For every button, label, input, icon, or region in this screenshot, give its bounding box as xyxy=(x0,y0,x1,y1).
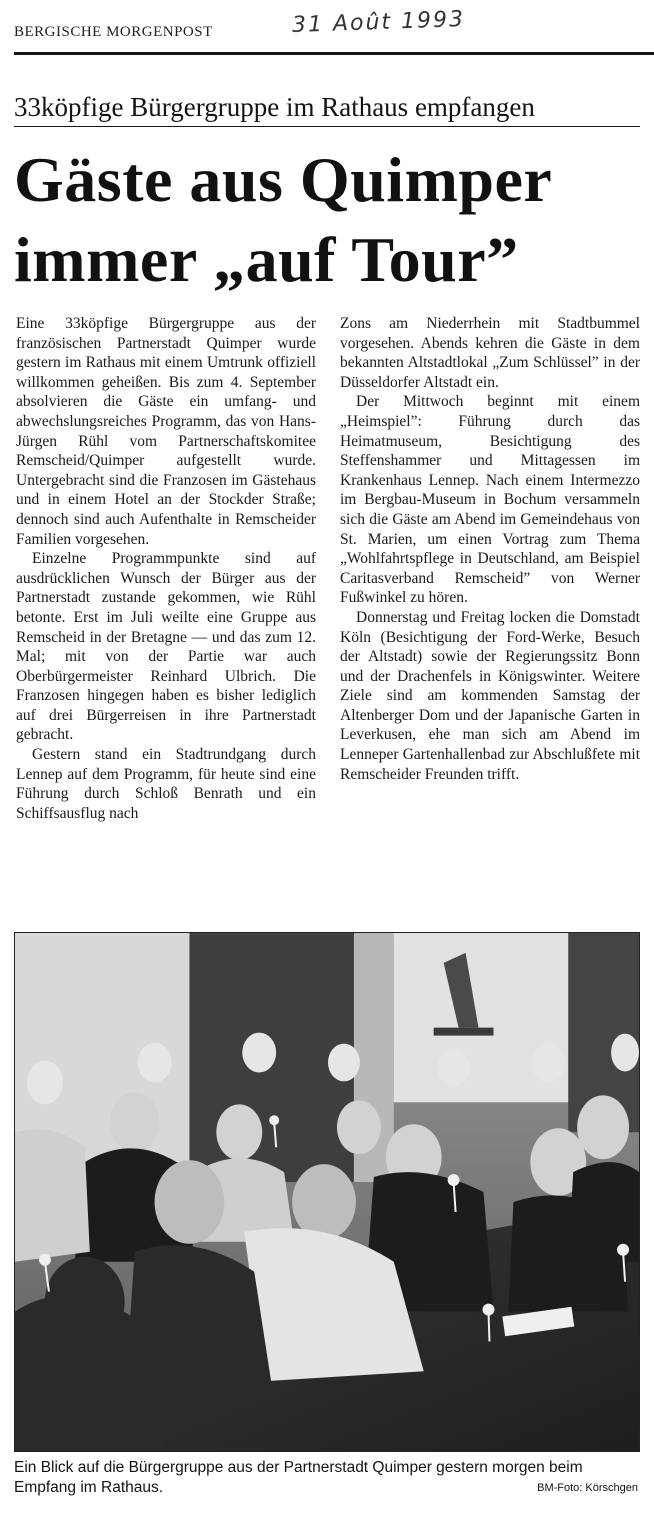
paragraph: Einzelne Programmpunkte sind auf ausdrücklichen Wunsch der Bürger aus der Partnerstadt zustande gekommen, wie Rühl betonte. Erst im Juli weilte eine Gruppe aus Remscheid in der Bretagne — und das zum 12. Mal; mit von der Partie war auch Oberbürgermeister Reinhard Ulbrich. Die Franzosen hingegen haben es bisher lediglich auf drei Bürgerreisen in ihre Partnerstadt gebracht. xyxy=(16,550,316,744)
handwritten-date: 31 Août 1993 xyxy=(291,6,466,39)
article-column-left xyxy=(16,314,316,823)
headline-line-1: Gäste aus Quimper xyxy=(14,144,553,215)
photo-credit: BM-Foto: Körschgen xyxy=(537,1482,638,1494)
article-kicker: 33köpfige Bürgergruppe im Rathaus empfangen xyxy=(14,92,535,122)
paragraph: Gestern stand ein Stadtrundgang durch Lennep auf dem Programm, für heute sind eine Führung durch Schloß Benrath und ein Schiffsausflug nach xyxy=(16,746,316,822)
kicker-rule xyxy=(14,126,640,127)
paragraph: Zons am Niederrhein mit Stadtbummel vorgesehen. Abends kehren die Gäste in dem bekannten Altstadtlokal „Zum Schlüssel” in der Düsseldorfer Altstadt ein. xyxy=(340,315,640,391)
headline-line-2: immer „auf Tour” xyxy=(14,224,519,295)
newspaper-name: BERGISCHE MORGENPOST xyxy=(14,24,213,40)
paragraph: Eine 33köpfige Bürgergruppe aus der französischen Partnerstadt Quimper wurde gestern im Rathaus mit einem Umtrunk offiziell willkommen geheißen. Bis zum 4. September absolvieren die Gäste ein umfang- und abwechslungsreiches Programm, das von Hans-Jürgen Rühl vom Partnerschaftskomitee Remscheid/Quimper aufgestellt wurde. Untergebracht sind die Franzosen im Gästehaus und in einem Hotel an der Stockder Straße; dennoch sind auch Aufenthalte in Remscheider Familien vorgesehen. xyxy=(16,315,316,548)
news-photo-illustration xyxy=(15,933,639,1451)
masthead-rule xyxy=(14,52,654,55)
news-photo xyxy=(14,932,640,1452)
paragraph: Der Mittwoch beginnt mit einem „Heimspiel”: Führung durch das Heimatmuseum, Besichtigung des Steffenshammer und Mittagessen im Krankenhaus Lennep. Nach einem Intermezzo im Bergbau-Museum in Bochum versammeln sich die Gäste am Abend im Gemeindehaus von St. Marien, um einen Vortrag zum Thema „Wohlfahrtspflege in Deutschland, am Beispiel Caritasverband Remscheid” von Werner Fußwinkel zu hören. xyxy=(340,393,640,607)
article-headline xyxy=(14,140,644,300)
article-column-right xyxy=(340,314,640,784)
photo-caption: Ein Blick auf die Bürgergruppe aus der Partnerstadt Quimper gestern morgen beim Empfang im Rathaus. xyxy=(14,1459,583,1496)
paragraph: Donnerstag und Freitag locken die Domstadt Köln (Besichtigung der Ford-Werke, Besuch der Altstadt) sowie der Regierungssitz Bonn und der Drachenfels in Königswinter. Weitere Ziele sind am kommenden Samstag der Altenberger Dom und der Japanische Garten in Leverkusen, ehe man sich am Abend im Lenneper Gartenhallenbad zur Abschlußfete mit Remscheider Freunden trifft. xyxy=(340,608,640,783)
